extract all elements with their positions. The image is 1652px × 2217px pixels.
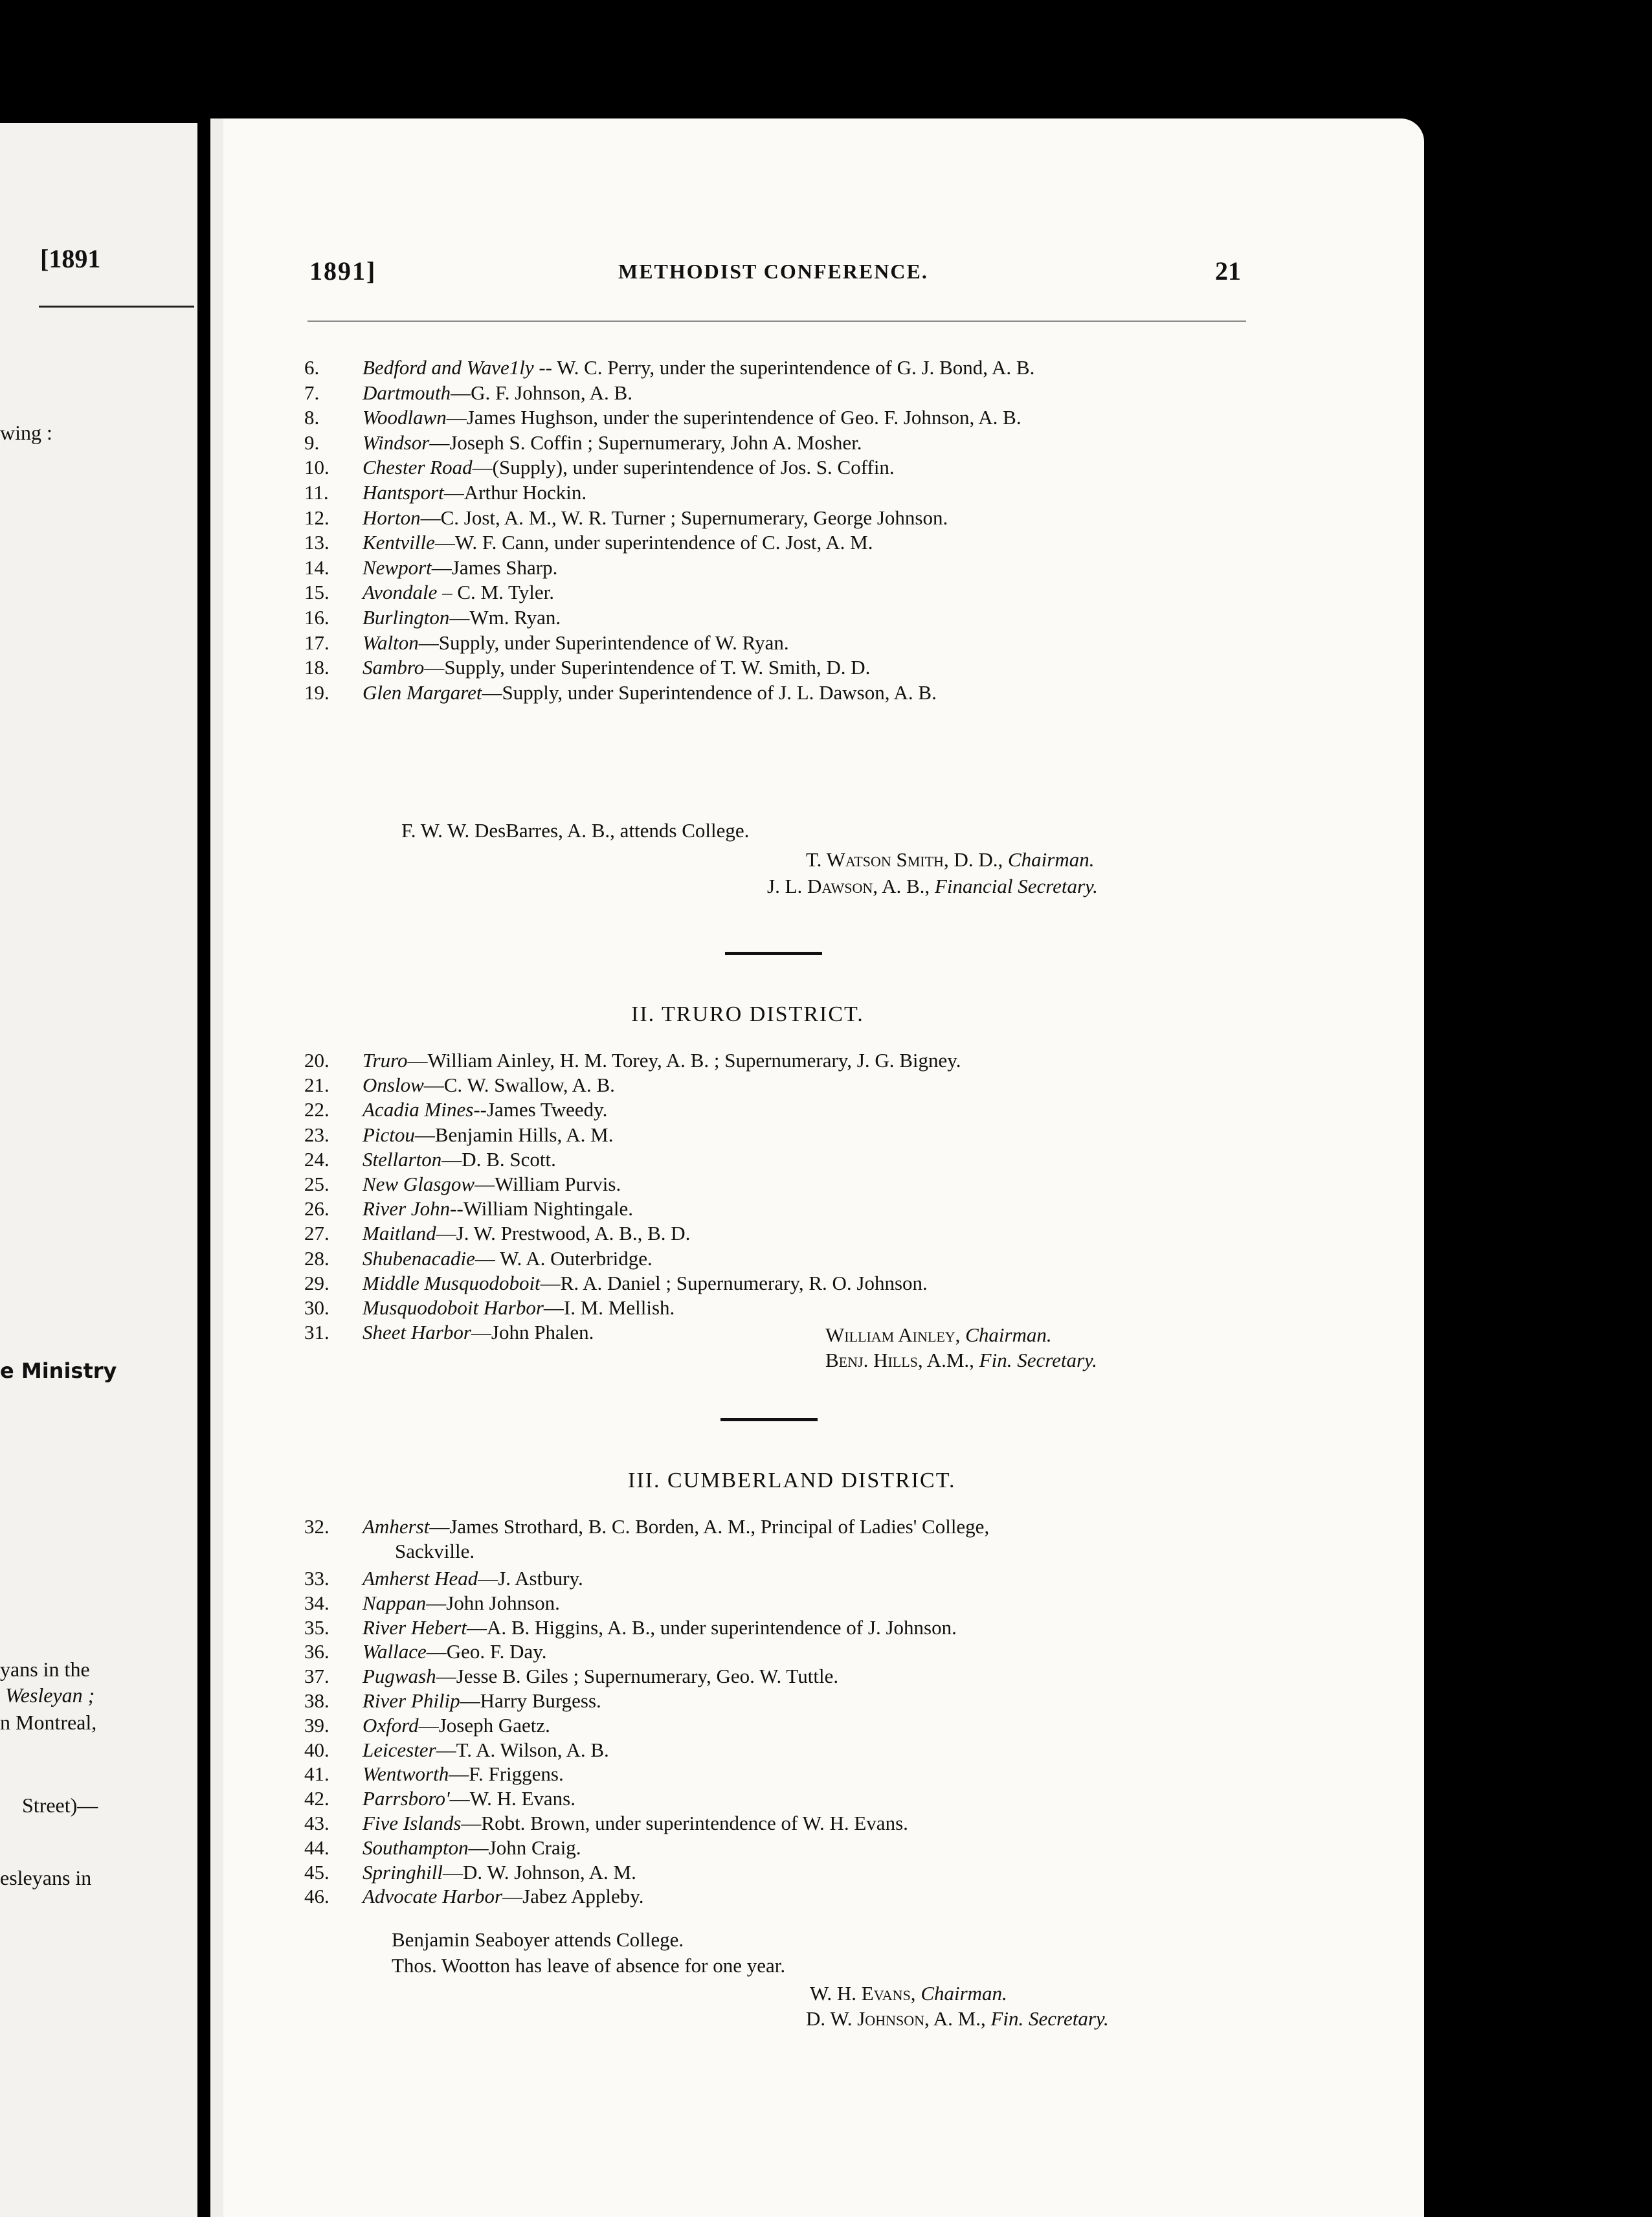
entry-text xyxy=(363,456,895,479)
list-item xyxy=(304,481,1275,504)
entry-text xyxy=(363,581,554,604)
entry-number: 15. xyxy=(304,581,329,604)
list-item xyxy=(304,1640,1275,1663)
circuit-name: Southampton xyxy=(363,1836,469,1859)
circuit-name: Walton xyxy=(363,631,419,654)
circuit-ministers: —Supply, under Superintendence of J. L. Dawson, A. B. xyxy=(482,681,937,704)
entry-number: 25. xyxy=(304,1173,329,1195)
entry-text xyxy=(363,1885,643,1908)
entry-text xyxy=(363,1762,564,1786)
circuit-ministers: —W. H. Evans. xyxy=(449,1787,575,1810)
list-item xyxy=(304,1592,1275,1615)
circuit-name: Pugwash xyxy=(363,1665,436,1688)
circuit-ministers: —John Craig. xyxy=(468,1836,581,1859)
circuit-name: Dartmouth xyxy=(363,381,451,404)
circuit-ministers: —G. F. Johnson, A. B. xyxy=(451,381,632,404)
page-header xyxy=(223,256,1424,295)
circuit-ministers: —James Hughson, under the superintendence of Geo. F. Johnson, A. B. xyxy=(446,406,1021,429)
main-page xyxy=(223,118,1424,2217)
entry-number: 38. xyxy=(304,1689,329,1712)
list-item xyxy=(304,356,1275,379)
circuit-name: Wentworth xyxy=(363,1762,449,1786)
entry-text xyxy=(363,1197,633,1221)
secretary-name: D. W. Johnson, A. M., xyxy=(806,2007,986,2030)
circuit-name: Acadia Mines xyxy=(363,1098,474,1121)
circuit-name: Middle Musquodoboit xyxy=(363,1271,541,1294)
circuit-ministers: —Benjamin Hills, A. M. xyxy=(414,1123,614,1146)
entry-number: 44. xyxy=(304,1836,329,1859)
list-item xyxy=(304,1812,1275,1835)
chairman-role: Chairman. xyxy=(921,1982,1007,2005)
secretary-role: Fin. Secretary. xyxy=(979,1349,1097,1371)
list-item xyxy=(304,1885,1275,1908)
entry-number: 42. xyxy=(304,1787,329,1810)
entry-text xyxy=(363,606,561,629)
entry-number: 23. xyxy=(304,1123,329,1146)
circuit-name: Pictou xyxy=(363,1123,415,1146)
circuit-name: Stellarton xyxy=(363,1147,442,1171)
list-item xyxy=(304,431,1275,455)
district-3-note-2: Thos. Wootton has leave of absence for one year. xyxy=(392,1954,786,1977)
circuit-ministers: —C. W. Swallow, A. B. xyxy=(423,1074,615,1097)
circuit-name: River Hebert xyxy=(363,1615,467,1639)
circuit-ministers: —C. Jost, A. M., W. R. Turner ; Supernumerary, George Johnson. xyxy=(420,506,948,529)
circuit-ministers: —James Strothard, B. C. Borden, A. M., Principal of Ladies' College, xyxy=(429,1515,990,1538)
district-3-chairman xyxy=(810,1982,1007,2005)
circuit-ministers: —T. A. Wilson, A. B. xyxy=(436,1738,609,1761)
circuit-ministers: —Harry Burgess. xyxy=(460,1689,601,1712)
chairman-name: William Ainley, xyxy=(825,1323,961,1346)
entry-text xyxy=(363,1515,989,1538)
left-page-rule xyxy=(39,306,194,308)
district-3-continuation: Sackville. xyxy=(395,1540,475,1562)
entry-text xyxy=(363,681,937,704)
entry-number: 34. xyxy=(304,1591,329,1614)
header-rule xyxy=(307,321,1246,322)
entry-number: 24. xyxy=(304,1147,329,1171)
entry-text xyxy=(363,1296,675,1320)
entry-text xyxy=(363,1836,581,1860)
list-item xyxy=(304,1861,1275,1884)
entry-number: 37. xyxy=(304,1665,329,1688)
list-item xyxy=(304,1098,1275,1121)
entry-text xyxy=(363,506,948,530)
entry-text xyxy=(363,531,873,554)
circuit-ministers: —J. Astbury. xyxy=(478,1567,583,1590)
list-item xyxy=(304,1197,1275,1221)
entry-number: 21. xyxy=(304,1074,329,1097)
page-number: 21 xyxy=(1215,256,1241,286)
entry-text xyxy=(363,1812,908,1835)
circuit-ministers: —I. M. Mellish. xyxy=(543,1296,675,1319)
circuit-name: Bedford and Wave1ly xyxy=(363,356,534,379)
header-year: 1891] xyxy=(309,256,377,286)
entry-number: 13. xyxy=(304,531,329,554)
left-fragment-6: Street)— xyxy=(22,1794,98,1817)
circuit-name: New Glasgow xyxy=(363,1173,475,1195)
entry-number: 45. xyxy=(304,1860,329,1884)
entry-text xyxy=(363,656,870,679)
entry-text xyxy=(363,1787,575,1810)
circuit-name: Five Islands xyxy=(363,1812,462,1834)
secretary-name: J. L. Dawson, A. B., xyxy=(767,875,930,897)
circuit-name: Wallace xyxy=(363,1640,427,1663)
chairman-role: Chairman. xyxy=(965,1323,1052,1346)
entry-number: 19. xyxy=(304,681,329,704)
entry-text xyxy=(363,1247,653,1270)
chairman-role: Chairman. xyxy=(1007,848,1095,871)
list-item xyxy=(304,1616,1275,1639)
section-divider-1 xyxy=(725,952,822,955)
entry-text xyxy=(363,1665,838,1688)
entry-number: 7. xyxy=(304,381,320,404)
entry-number: 8. xyxy=(304,406,320,429)
list-item xyxy=(304,1836,1275,1860)
circuit-name: Avondale xyxy=(363,581,438,604)
circuit-ministers: —Jabez Appleby. xyxy=(502,1885,644,1908)
circuit-ministers: —William Purvis. xyxy=(474,1173,621,1195)
circuit-name: River John xyxy=(363,1197,451,1221)
circuit-name: Newport xyxy=(363,556,432,579)
circuit-ministers: -- W. C. Perry, under the superintendence of G. J. Bond, A. B. xyxy=(533,356,1035,379)
circuit-name: Amherst Head xyxy=(363,1567,478,1590)
list-item xyxy=(304,656,1275,679)
list-item xyxy=(304,1567,1275,1590)
entry-text xyxy=(363,1739,609,1762)
list-item xyxy=(304,606,1275,629)
circuit-name: Maitland xyxy=(363,1222,436,1245)
list-item xyxy=(304,1247,1275,1270)
list-item xyxy=(304,1689,1275,1713)
entry-number: 29. xyxy=(304,1271,329,1294)
circuit-name: Glen Margaret xyxy=(363,681,482,704)
circuit-name: Horton xyxy=(363,506,421,529)
entry-number: 26. xyxy=(304,1197,329,1221)
circuit-ministers: —D. B. Scott. xyxy=(441,1147,556,1171)
circuit-name: Chester Road xyxy=(363,456,473,479)
entry-number: 41. xyxy=(304,1762,329,1786)
district-3-heading: III. CUMBERLAND DISTRICT. xyxy=(628,1469,956,1492)
list-item xyxy=(304,1714,1275,1737)
list-item xyxy=(304,1787,1275,1810)
entry-text xyxy=(363,1074,615,1097)
entry-text xyxy=(363,556,557,580)
circuit-name: Springhill xyxy=(363,1860,443,1884)
district-3-secretary xyxy=(806,2007,1109,2031)
district-1-secretary xyxy=(767,875,1098,898)
list-item xyxy=(304,1173,1275,1196)
circuit-ministers: —(Supply), under superintendence of Jos. S. Coffin. xyxy=(472,456,895,479)
circuit-ministers: —J. W. Prestwood, A. B., B. D. xyxy=(436,1222,691,1245)
secretary-name: Benj. Hills, A.M., xyxy=(825,1349,974,1371)
list-item xyxy=(304,1665,1275,1688)
chairman-name: W. H. Evans, xyxy=(810,1982,916,2005)
list-item xyxy=(304,1123,1275,1147)
circuit-ministers: —Joseph S. Coffin ; Supernumerary, John A. Mosher. xyxy=(429,431,862,454)
list-item xyxy=(304,381,1275,405)
circuit-ministers: — W. A. Outerbridge. xyxy=(474,1246,653,1270)
list-item xyxy=(304,1049,1275,1072)
entry-number: 33. xyxy=(304,1567,329,1590)
left-fragment-7: esleyans in xyxy=(0,1866,92,1889)
left-fragment-2: e Ministry xyxy=(0,1358,117,1383)
list-item xyxy=(304,1739,1275,1762)
list-item xyxy=(304,1321,1275,1344)
left-page-fragment xyxy=(0,123,197,2217)
circuit-ministers: —John Phalen. xyxy=(471,1321,594,1344)
circuit-name: Advocate Harbor xyxy=(363,1885,503,1908)
list-item xyxy=(304,406,1275,429)
entry-text xyxy=(363,1049,961,1072)
list-item xyxy=(304,556,1275,580)
entry-number: 35. xyxy=(304,1615,329,1639)
entry-number: 6. xyxy=(304,356,320,379)
circuit-name: Onslow xyxy=(363,1074,424,1097)
entry-number: 18. xyxy=(304,656,329,679)
left-fragment-5: n Montreal, xyxy=(0,1711,97,1734)
circuit-name: Windsor xyxy=(363,431,430,454)
circuit-name: Musquodoboit Harbor xyxy=(363,1296,544,1319)
entry-text xyxy=(363,1123,614,1147)
district-2-heading: II. TRURO DISTRICT. xyxy=(631,1002,864,1026)
entry-text xyxy=(363,1640,547,1663)
entry-text xyxy=(363,481,586,504)
circuit-ministers: —James Sharp. xyxy=(431,556,558,579)
circuit-name: Truro xyxy=(363,1049,408,1072)
entry-number: 17. xyxy=(304,631,329,654)
circuit-ministers: —Geo. F. Day. xyxy=(426,1640,547,1663)
header-title: METHODIST CONFERENCE. xyxy=(618,260,928,283)
list-item xyxy=(304,1515,1275,1538)
circuit-name: River Philip xyxy=(363,1689,460,1712)
circuit-ministers: --James Tweedy. xyxy=(473,1098,608,1121)
entry-text xyxy=(363,356,1034,379)
secretary-role: Financial Secretary. xyxy=(934,875,1098,897)
circuit-ministers: —Jesse B. Giles ; Supernumerary, Geo. W. Tuttle. xyxy=(436,1665,839,1688)
circuit-name: Leicester xyxy=(363,1738,436,1761)
circuit-ministers: --William Nightingale. xyxy=(450,1197,633,1221)
list-item xyxy=(304,506,1275,530)
circuit-ministers: —John Johnson. xyxy=(426,1591,560,1614)
circuit-ministers: —D. W. Johnson, A. M. xyxy=(443,1860,636,1884)
page-gutter xyxy=(210,118,223,2217)
list-item xyxy=(304,681,1275,704)
entry-number: 39. xyxy=(304,1713,329,1737)
district-2-secretary xyxy=(825,1349,1097,1372)
entry-number: 40. xyxy=(304,1738,329,1761)
left-fragment-3: yans in the xyxy=(0,1658,90,1681)
list-item xyxy=(304,456,1275,479)
entry-text xyxy=(363,1098,607,1121)
entry-text xyxy=(363,1321,594,1344)
entry-number: 30. xyxy=(304,1296,329,1319)
circuit-name: Shubenacadie xyxy=(363,1246,475,1270)
district-2-chairman xyxy=(825,1323,1052,1347)
circuit-name: Nappan xyxy=(363,1591,427,1614)
entry-text xyxy=(363,1272,928,1295)
circuit-ministers: —Joseph Gaetz. xyxy=(418,1713,550,1737)
list-item xyxy=(304,1296,1275,1320)
circuit-name: Hantsport xyxy=(363,481,444,504)
circuit-name: Oxford xyxy=(363,1713,419,1737)
left-fragment-4: Wesleyan ; xyxy=(5,1683,95,1707)
entry-number: 11. xyxy=(304,481,329,504)
circuit-name: Kentville xyxy=(363,531,435,554)
entry-text xyxy=(363,1592,560,1615)
list-item xyxy=(304,1272,1275,1295)
secretary-role: Fin. Secretary. xyxy=(990,2007,1109,2030)
entry-text xyxy=(363,1173,621,1196)
circuit-ministers: – C. M. Tyler. xyxy=(437,581,555,604)
left-fragment-1: wing : xyxy=(0,421,52,444)
entry-text xyxy=(363,631,789,655)
entry-text xyxy=(363,1567,583,1590)
entry-number: 10. xyxy=(304,456,329,479)
entry-number: 20. xyxy=(304,1049,329,1072)
entry-number: 9. xyxy=(304,431,320,454)
district-3-note-1: Benjamin Seaboyer attends College. xyxy=(392,1928,684,1951)
circuit-name: Burlington xyxy=(363,606,450,629)
circuit-name: Amherst xyxy=(363,1515,430,1538)
entry-text xyxy=(363,381,632,405)
circuit-ministers: —R. A. Daniel ; Supernumerary, R. O. Johnson. xyxy=(540,1271,928,1294)
entry-text xyxy=(363,1689,601,1713)
left-page-year: [1891 xyxy=(40,244,101,273)
entry-number: 27. xyxy=(304,1222,329,1245)
list-item xyxy=(304,631,1275,655)
entry-number: 22. xyxy=(304,1098,329,1121)
entry-text xyxy=(363,1222,690,1245)
list-item xyxy=(304,581,1275,604)
list-item xyxy=(304,1762,1275,1786)
circuit-name: Woodlawn xyxy=(363,406,447,429)
section-divider-2 xyxy=(720,1418,818,1421)
circuit-ministers: —W. F. Cann, under superintendence of C. Jost, A. M. xyxy=(434,531,873,554)
circuit-ministers: —Supply, under Superintendence of T. W. Smith, D. D. xyxy=(424,656,871,679)
entry-number: 32. xyxy=(304,1515,329,1538)
entry-number: 14. xyxy=(304,556,329,579)
entry-number: 36. xyxy=(304,1640,329,1663)
circuit-name: Sambro xyxy=(363,656,425,679)
list-item xyxy=(304,1222,1275,1245)
entry-number: 12. xyxy=(304,506,329,529)
circuit-name: Sheet Harbor xyxy=(363,1321,471,1344)
circuit-name: Parrsboro' xyxy=(363,1787,450,1810)
entry-number: 28. xyxy=(304,1246,329,1270)
list-item xyxy=(304,1074,1275,1097)
circuit-ministers: —F. Friggens. xyxy=(449,1762,564,1786)
chairman-name: T. Watson Smith, D. D., xyxy=(806,848,1003,871)
circuit-ministers: —Wm. Ryan. xyxy=(449,606,561,629)
entry-text xyxy=(363,406,1021,429)
circuit-ministers: —A. B. Higgins, A. B., under superintendence of J. Johnson. xyxy=(466,1615,957,1639)
entry-number: 31. xyxy=(304,1321,329,1344)
entry-text xyxy=(363,1714,550,1737)
district-1-chairman xyxy=(806,848,1094,872)
entry-text xyxy=(363,1861,636,1884)
list-item xyxy=(304,1148,1275,1171)
entry-number: 43. xyxy=(304,1812,329,1834)
list-item xyxy=(304,531,1275,554)
circuit-ministers: —Arthur Hockin. xyxy=(443,481,587,504)
entry-number: 16. xyxy=(304,606,329,629)
circuit-ministers: —Supply, under Superintendence of W. Ryan. xyxy=(418,631,789,654)
entry-text xyxy=(363,1148,556,1171)
district-1-note: F. W. W. DesBarres, A. B., attends College. xyxy=(401,819,750,842)
circuit-ministers: —Robt. Brown, under superintendence of W. H. Evans. xyxy=(461,1812,908,1834)
entry-number: 46. xyxy=(304,1885,329,1908)
circuit-ministers: —William Ainley, H. M. Torey, A. B. ; Supernumerary, J. G. Bigney. xyxy=(407,1049,961,1072)
entry-text xyxy=(363,431,862,455)
entry-text xyxy=(363,1616,957,1639)
